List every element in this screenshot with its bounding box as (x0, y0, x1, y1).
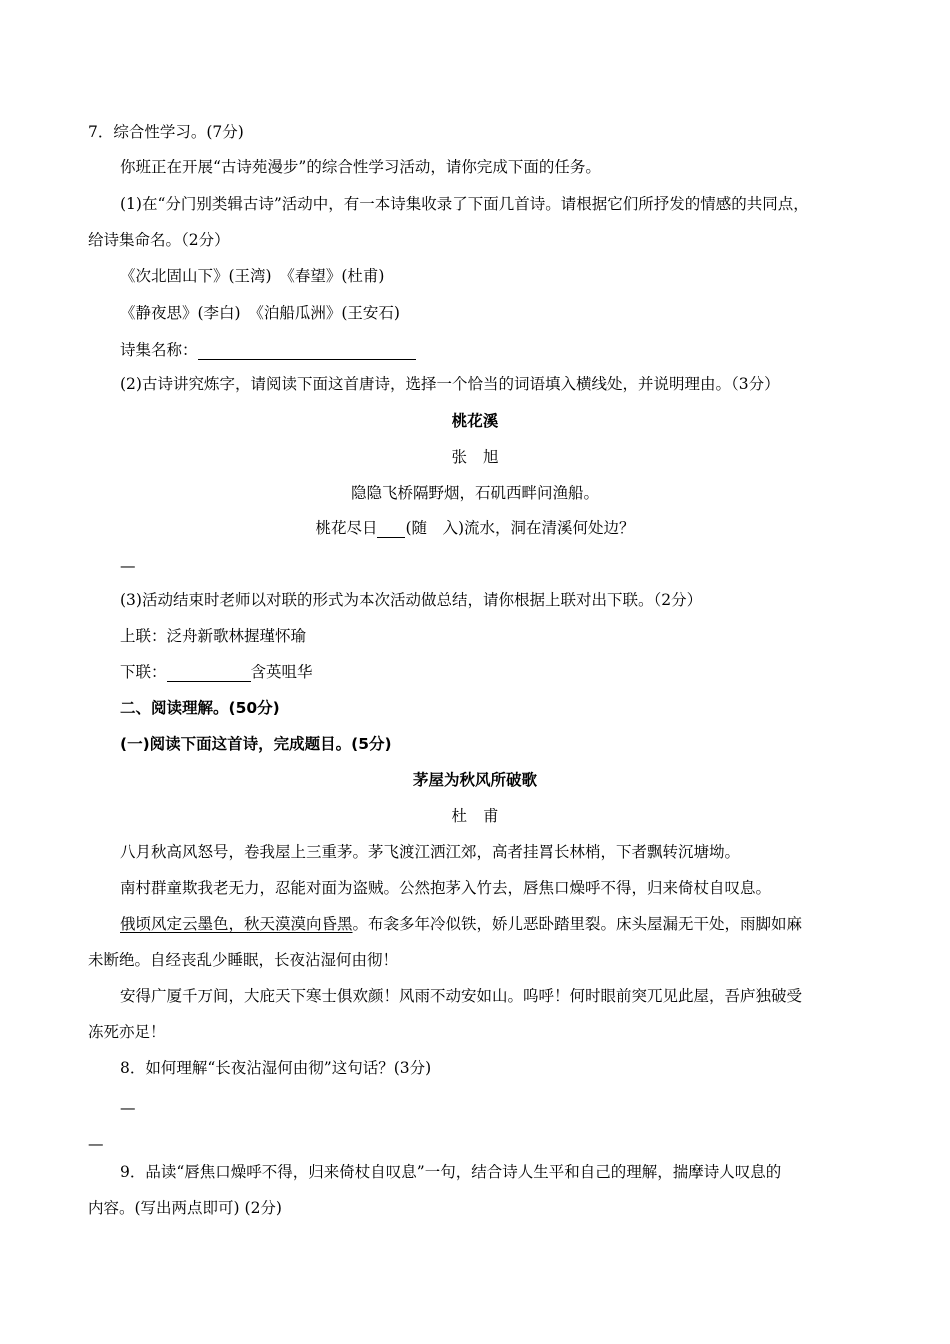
underlined-sentence: 俄顷风定云墨色，秋天漠漠向昏黑 (120, 915, 353, 933)
task-3-text: (3)活动结束时老师以对联的形式为本次活动做总结，请你根据上联对出下联。（2分） (120, 591, 703, 609)
poem-author-zhangxu: 张旭 (451, 448, 515, 466)
collection-name-row (120, 340, 416, 360)
question-7-intro: 你班正在开展“古诗苑漫步”的综合性学习活动，请你完成下面的任务。 (120, 158, 601, 176)
fill-in-blank[interactable] (377, 520, 405, 538)
answer-line-q8-2: — (88, 1135, 104, 1153)
poem-author-dufu: 杜甫 (451, 807, 515, 825)
poem-list-line-2: 《静夜思》(李白) 《泊船瓜洲》(王安石) (120, 304, 400, 322)
poem-paragraph-2: 南村群童欺我老无力，忍能对面为盗贼。公然抱茅入竹去，唇焦口燥呼不得，归来倚杖自叹息。 (120, 879, 772, 897)
poem-title-maowu: 茅屋为秋风所破歌 (412, 771, 537, 789)
part-1-title: (一)阅读下面这首诗，完成题目。(5分) (120, 735, 392, 753)
poem-line-1: 隐隐飞桥隔野烟，石矶西畔问渔船。 (350, 484, 599, 502)
task-2-text: (2)古诗讲究炼字，请阅读下面这首唐诗，选择一个恰当的词语填入横线处，并说明理由。（3分） (120, 375, 780, 393)
lower-couplet-blank[interactable] (167, 664, 251, 682)
upper-couplet: 上联：泛舟新歌林握瑾怀瑜 (120, 627, 307, 645)
poem-paragraph-1: 八月秋高风怒号，卷我屋上三重茅。茅飞渡江洒江郊，高者挂罥长林梢，下者飘转沉塘坳。 (120, 843, 741, 861)
poem-line-2-start: 桃花尽日 (315, 519, 378, 537)
question-9-continued: 内容。(写出两点即可) (2分) (88, 1199, 282, 1217)
lower-couplet-tail: 含英咀华 (250, 663, 313, 681)
poem-paragraph-3-continued: 未断绝。自经丧乱少睡眠，长夜沾湿何由彻！ (88, 951, 399, 969)
question-8: 8．如何理解“长夜沾湿何由彻”这句话？(3分) (120, 1059, 432, 1077)
question-9: 9．品读“唇焦口燥呼不得，归来倚杖自叹息”一句，结合诗人生平和自己的理解，揣摩诗人叹息的 (120, 1163, 782, 1181)
lower-couplet-row (120, 662, 313, 682)
poem-paragraph-3 (120, 914, 802, 934)
answer-line-task-2: — (120, 557, 136, 575)
lower-couplet-label: 下联： (120, 663, 167, 681)
poem-paragraph-4-continued: 冻死亦足！ (88, 1023, 166, 1041)
poem-paragraph-4: 安得广厦千万间，大庇天下寒士俱欢颜！风雨不动安如山。呜呼！何时眼前突兀见此屋，吾庐独破受 (120, 987, 803, 1005)
poem-line-2 (0, 518, 950, 538)
collection-name-label: 诗集名称： (120, 341, 198, 359)
poem-list-line-1: 《次北固山下》(王湾) 《春望》(杜甫) (120, 267, 385, 285)
question-7-title: 7．综合性学习。(7分) (88, 123, 244, 141)
task-1-text: (1)在“分门别类辑古诗”活动中，有一本诗集收录了下面几首诗。请根据它们所抒发的情感的共同点， (120, 195, 809, 213)
section-2-title: 二、阅读理解。(50分) (120, 699, 280, 717)
collection-name-blank[interactable] (198, 342, 416, 360)
poem-line-2-end: (随 入)流水，洞在清溪何处边？ (405, 519, 635, 537)
task-1-text-continued: 给诗集命名。（2分） (88, 231, 230, 249)
poem-title-taohuaxi: 桃花溪 (451, 412, 499, 430)
poem-paragraph-3-rest: 。布衾多年冷似铁，娇儿恶卧踏里裂。床头屋漏无干处，雨脚如麻 (352, 915, 803, 933)
answer-line-q8-1: — (120, 1099, 136, 1117)
